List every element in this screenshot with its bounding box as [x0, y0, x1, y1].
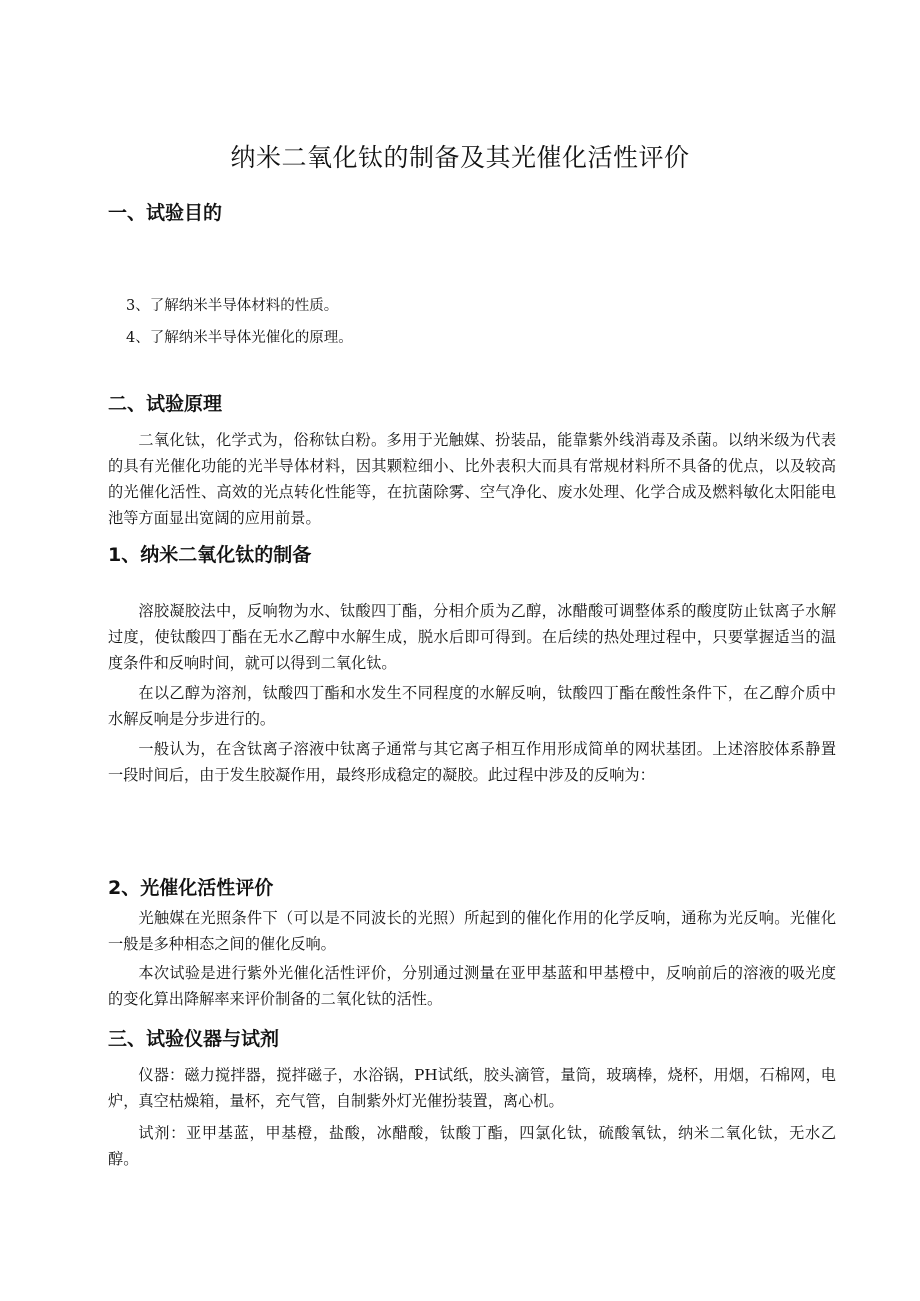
- section-heading-principle: 二、试验原理: [108, 393, 223, 415]
- instruments-paragraph: 仪器：磁力搅拌器，搅拌磁子，水浴锅，PH试纸，胶头滴管，量筒，玻璃棒，烧杯，用烟，石棉网，电炉，真空枯燥箱，量杯，充气管，自制紫外灯光催扮装置，离心机。: [108, 1066, 836, 1110]
- section-heading-instruments: 三、试验仪器与试剂: [108, 1028, 280, 1050]
- evaluation-paragraph-2: 本次试验是进行紫外光催化活性评价，分别通过测量在亚甲基蓝和甲基橙中，反响前后的溶液的吸光度的变化算出降解率来评价制备的二氧化钛的活性。: [108, 964, 836, 1008]
- evaluation-paragraph-1: 光触媒在光照条件下（可以是不同波长的光照）所起到的催化作用的化学反响，通称为光反响。光催化一般是多种相态之间的催化反响。: [108, 909, 836, 953]
- subsection-heading-preparation: 1、纳米二氧化钛的制备: [108, 544, 312, 566]
- preparation-paragraph-1: 溶胶凝胶法中，反响物为水、钛酸四丁酯，分相介质为乙醇，冰醋酸可调整体系的酸度防止钛离子水解过度，使钛酸四丁酯在无水乙醇中水解生成，脱水后即可得到。在后续的热处理过程中，只要掌握适当的温度条件和反响时间，就可以得到二氧化钛。: [108, 602, 836, 672]
- objective-item-3: 3、了解纳米半导体材料的性质。: [126, 298, 339, 314]
- objective-item-4: 4、了解纳米半导体光催化的原理。: [126, 330, 353, 346]
- reagents-paragraph: 试剂：亚甲基蓝，甲基橙，盐酸，冰醋酸，钛酸丁酯，四氯化钛，硫酸氧钛，纳米二氧化钛，无水乙醇。: [108, 1124, 836, 1168]
- section-heading-objectives: 一、试验目的: [108, 202, 223, 224]
- document-title: 纳米二氧化钛的制备及其光催化活性评价: [230, 143, 690, 172]
- preparation-paragraph-2: 在以乙醇为溶剂，钛酸四丁酯和水发生不同程度的水解反响，钛酸四丁酯在酸性条件下，在乙醇介质中水解反响是分步进行的。: [108, 684, 836, 728]
- preparation-paragraph-3: 一般认为，在含钛离子溶液中钛离子通常与其它离子相互作用形成简单的网状基团。上述溶胶体系静置一段时间后，由于发生胶凝作用，最终形成稳定的凝胶。此过程中涉及的反响为：: [108, 740, 836, 784]
- principle-intro-paragraph: 二氧化钛，化学式为，俗称钛白粉。多用于光触媒、扮装品，能靠紫外线消毒及杀菌。以纳米级为代表的具有光催化功能的光半导体材料，因其颗粒细小、比外表积大而具有常规材料所不具备的优点，以及较高的光催化活性、高效的光点转化性能等，在抗菌除雾、空气净化、废水处理、化学合成及燃料敏化太阳能电池等方面显出宽阔的应用前景。: [108, 431, 836, 527]
- subsection-heading-evaluation: 2、光催化活性评价: [108, 877, 274, 899]
